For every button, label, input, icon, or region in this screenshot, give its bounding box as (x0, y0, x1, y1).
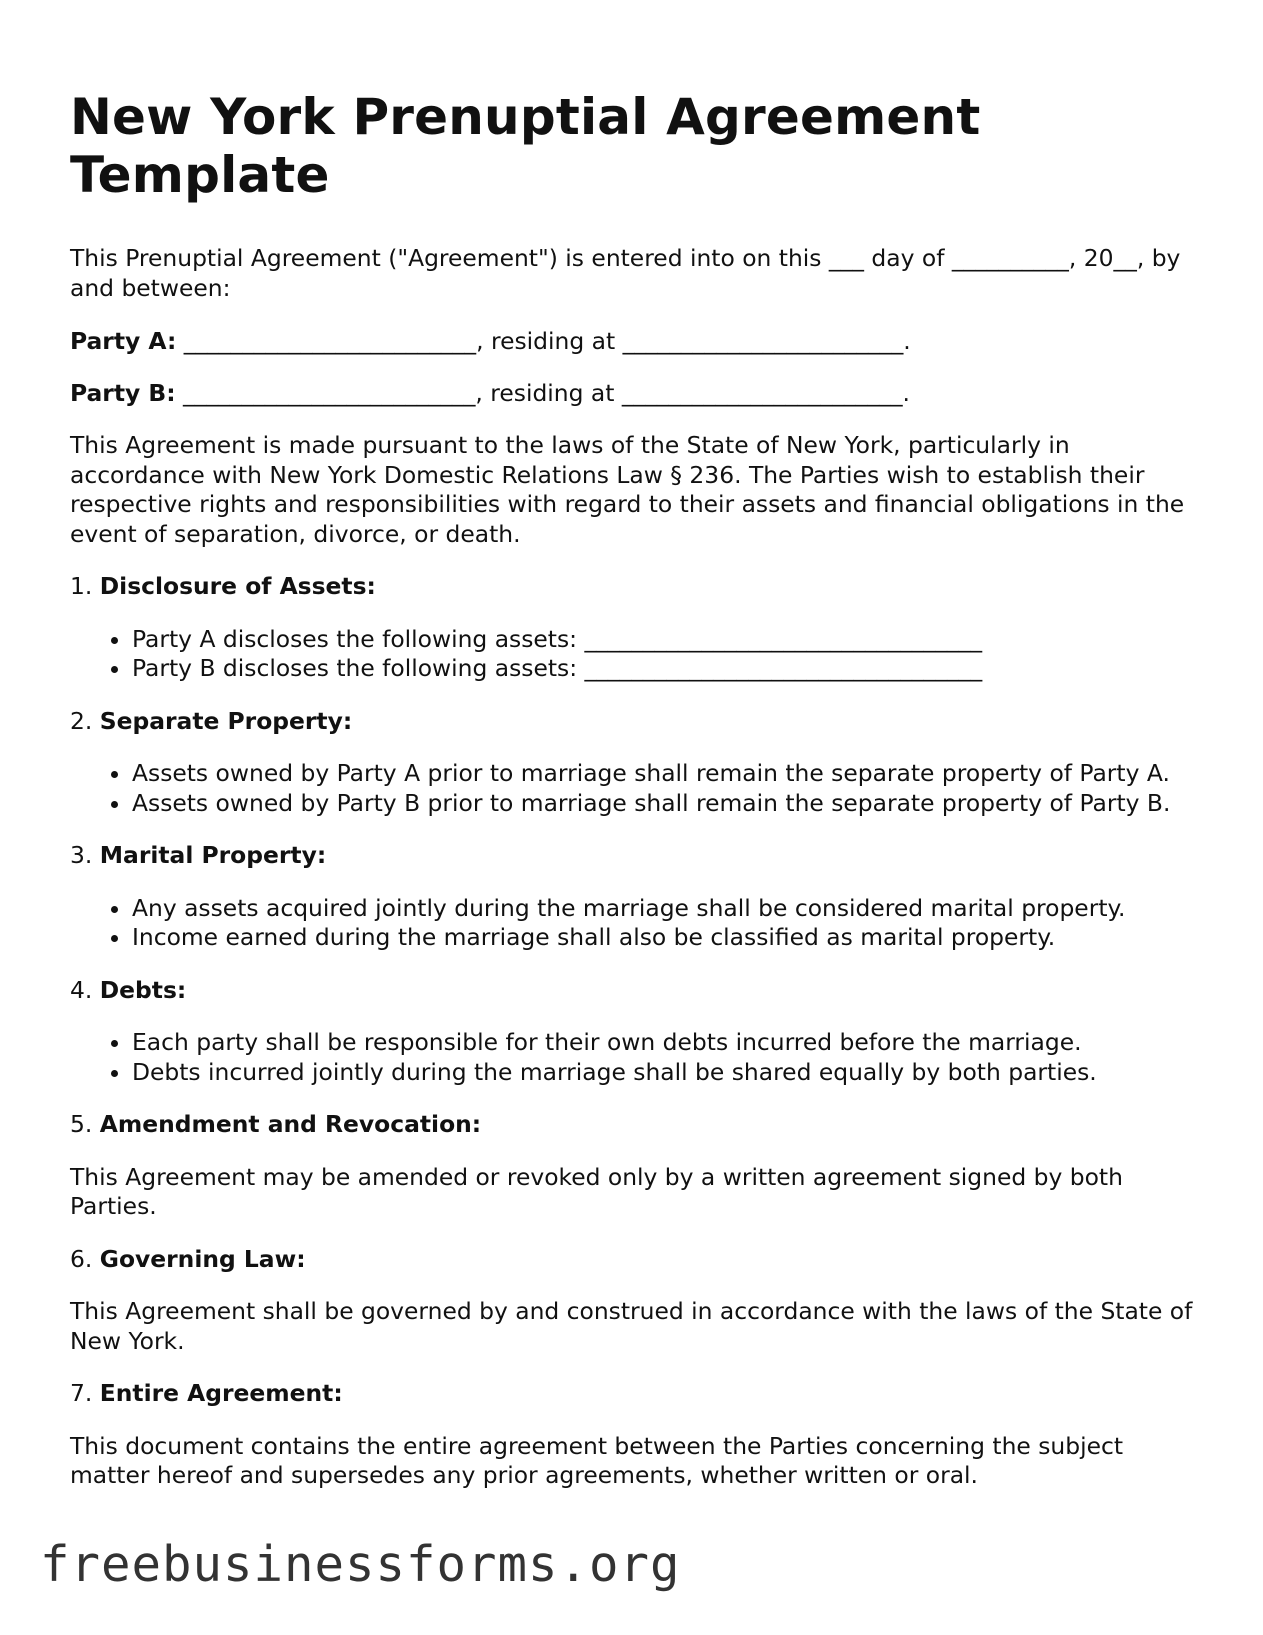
party-b-text: _________________________, residing at ________________________. (175, 378, 910, 407)
section-number: 6. (70, 1244, 100, 1273)
section-title: Governing Law: (99, 1244, 306, 1273)
section-paragraph-6: This Agreement shall be governed by and construed in accordance with the laws of the State of New York. (70, 1297, 1193, 1355)
list-item: • Party B discloses the following assets: __________________________________ (132, 654, 1200, 684)
list-item: • Party A discloses the following assets: __________________________________ (132, 625, 1200, 655)
section-list-3 (70, 894, 1200, 953)
section-number: 3. (70, 841, 100, 869)
list-item: • Debts incurred jointly during the marriage shall be shared equally by both parties. (132, 1058, 1200, 1088)
section-title: Separate Property: (99, 706, 353, 735)
section-heading-7 (70, 1379, 1200, 1409)
party-a-text: _________________________, residing at ________________________. (176, 327, 911, 355)
section-heading-1 (70, 572, 1200, 602)
list-item: • Assets owned by Party B prior to marriage shall remain the separate property of Party B. (132, 789, 1200, 819)
party-b-label: Party B: (70, 378, 176, 407)
section-number: 4. (70, 975, 100, 1004)
page-title: New York Prenuptial Agreement Template (70, 88, 981, 204)
intro-paragraph: This Prenuptial Agreement ("Agreement") is entered into on this ___ day of __________, 20__, by and between: (70, 244, 1181, 302)
section-title: Marital Property: (99, 841, 327, 869)
section-number: 5. (70, 1110, 100, 1138)
party-a-line (70, 327, 1200, 357)
section-title: Disclosure of Assets: (99, 572, 376, 600)
party-b-line (70, 379, 1200, 409)
section-list-2 (70, 759, 1200, 818)
section-list-1 (70, 625, 1200, 684)
list-item: • Any assets acquired jointly during the marriage shall be considered marital property. (132, 894, 1200, 924)
list-item: • Income earned during the marriage shall also be classified as marital property. (132, 923, 1200, 953)
section-number: 2. (70, 706, 100, 735)
section-list-4 (70, 1028, 1200, 1087)
section-heading-5 (70, 1110, 1200, 1140)
list-item: • Each party shall be responsible for their own debts incurred before the marriage. (132, 1028, 1200, 1058)
section-title: Entire Agreement: (99, 1379, 343, 1407)
section-heading-6 (70, 1245, 1200, 1275)
section-heading-2 (70, 707, 1200, 737)
section-paragraph-5: This Agreement may be amended or revoked only by a written agreement signed by both Parties. (70, 1162, 1123, 1220)
section-heading-4 (70, 976, 1200, 1006)
list-item: • Assets owned by Party A prior to marriage shall remain the separate property of Party A. (132, 759, 1200, 789)
section-paragraph-7: This document contains the entire agreement between the Parties concerning the subject matter hereof and supersedes any prior agreements, whether written or oral. (70, 1431, 1124, 1489)
document-page (70, 0, 1200, 1491)
section-number: 7. (70, 1379, 100, 1407)
section-title: Debts: (99, 975, 187, 1004)
party-a-label: Party A: (70, 327, 177, 355)
section-number: 1. (70, 572, 100, 600)
law-paragraph: This Agreement is made pursuant to the laws of the State of New York, particularly in accordance with New York Domestic Relations Law § 236. The Parties wish to establish their respective rights and responsibilities with regard to their assets and financial obligations in the event of separation, divorce, or death. (70, 431, 1185, 548)
watermark: freebusinessforms.org (40, 1536, 681, 1593)
section-title: Amendment and Revocation: (99, 1110, 482, 1138)
section-heading-3 (70, 841, 1200, 871)
